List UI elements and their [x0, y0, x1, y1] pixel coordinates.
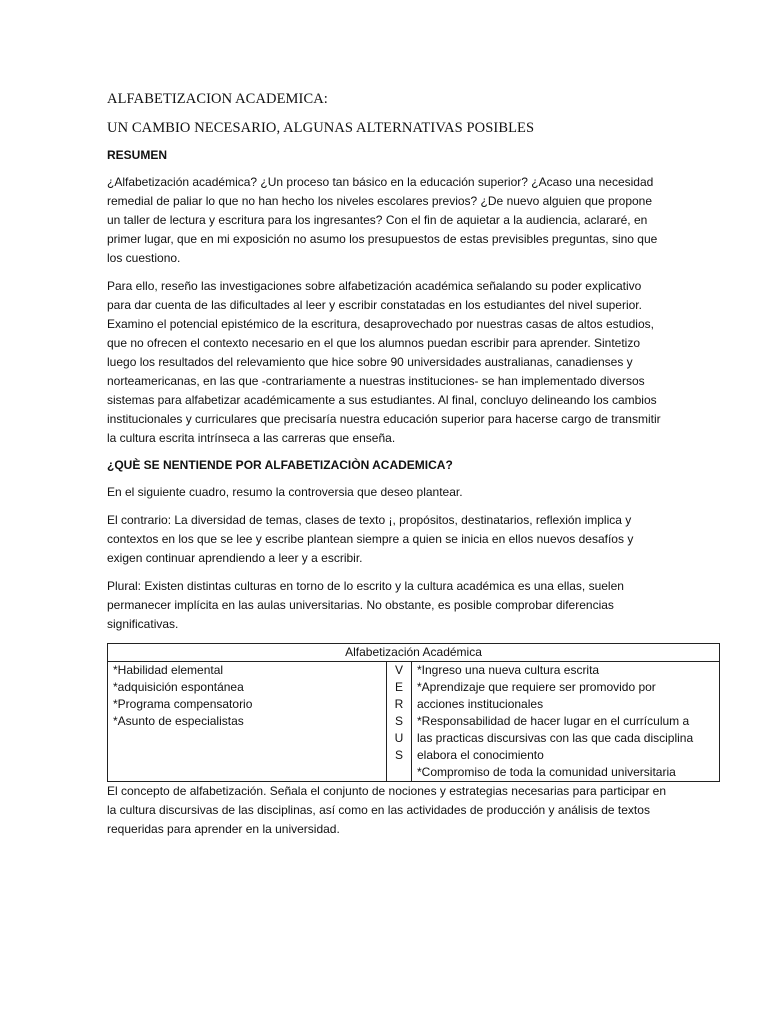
- left-item: *adquisición espontánea: [113, 680, 244, 694]
- table-body-row: [108, 662, 720, 782]
- document-title: ALFABETIZACION ACADEMICA:: [107, 91, 328, 107]
- resumen-heading: RESUMEN: [107, 148, 168, 162]
- section-heading: ¿QUÈ SE NENTIENDE POR ALFABETIZACIÒN ACADEMICA?: [107, 458, 453, 472]
- right-item: elabora el conocimiento: [417, 748, 544, 762]
- versus-letter: V: [394, 663, 403, 677]
- versus-letter: R: [394, 697, 404, 711]
- right-item: las practicas discursivas con las que cada disciplina: [417, 731, 694, 745]
- right-item: *Aprendizaje que requiere ser promovido por: [417, 680, 656, 694]
- document-body: [107, 90, 694, 839]
- document-subtitle: UN CAMBIO NECESARIO, ALGUNAS ALTERNATIVAS POSIBLES: [107, 120, 535, 136]
- paragraph-intro: ¿Alfabetización académica? ¿Un proceso tan básico en la educación superior? ¿Acaso una necesidad remedial de paliar lo que no han hecho los niveles escolares previos? ¿De nuevo alguien que propone un taller de lectura y escritura para los ingresantes? Con el fin de aquietar a la audiencia, aclararé, en primer lugar, que en mi exposición no asumo los presupuestos de estas previsibles preguntas, sino que los cuestiono.: [107, 175, 658, 265]
- paragraph-summary: Para ello, reseño las investigaciones sobre alfabetización académica señalando su poder explicativo para dar cuenta de las dificultades al leer y escribir constatadas en los estudiantes del nivel superior. Examino el potencial epistémico de la escritura, desaprovechado por nuestras casas de altos estudios, que no ofrecen el contexto necesario en el que los alumnos puedan escribir para aprender. Sintetizo luego los resultados del relevamiento que hice sobre 90 universidades australianas, canadienses y norteamericanas, en las que -contrariamente a nuestras instituciones- se han implementado diversos sistemas para alfabetizar académicamente a sus estudiantes. Al final, concluyo delineando los cambios institucionales y curriculares que precisaría nuestra educación superior para hacerse cargo de transmitir la cultura escrita intrínseca a las carreras que enseña.: [107, 279, 661, 445]
- right-item: *Compromiso de toda la comunidad universitaria: [417, 765, 676, 779]
- right-item: acciones institucionales: [417, 697, 544, 711]
- left-item: *Programa compensatorio: [113, 697, 253, 711]
- table-versus-column: [387, 662, 412, 782]
- versus-letter: S: [394, 714, 403, 728]
- left-item: *Asunto de especialistas: [113, 714, 244, 728]
- versus-letter: E: [394, 680, 403, 694]
- right-item: *Ingreso una nueva cultura escrita: [417, 663, 600, 677]
- paragraph-plural: Plural: Existen distintas culturas en torno de lo escrito y la cultura académica es una ellas, suelen permanecer implícita en las aulas universitarias. No obstante, es posible comprobar diferencias significativas.: [107, 579, 624, 631]
- paragraph-cuadro-intro: En el siguiente cuadro, resumo la controversia que deseo plantear.: [107, 485, 463, 499]
- table-header-row: [108, 644, 720, 662]
- paragraph-concepto: El concepto de alfabetización. Señala el conjunto de nociones y estrategias necesarias para participar en la cultura discursivas de las disciplinas, así como en las actividades de producción y análisis de textos requeridas para aprender en la universidad.: [107, 784, 667, 836]
- comparison-table: [107, 643, 720, 782]
- versus-letter: S: [394, 748, 403, 762]
- paragraph-contrario: El contrario: La diversidad de temas, clases de texto ¡, propósitos, destinatarios, reflexión implica y contextos en los que se lee y escribe plantean siempre a quien se inicia en ellos nuevos desafíos y exigen continuar aprendiendo a leer y a escribir.: [107, 513, 634, 565]
- versus-letter: U: [394, 731, 404, 745]
- table-right-column: [412, 662, 720, 782]
- table-title: Alfabetización Académica: [108, 644, 720, 662]
- table-left-column: [108, 662, 387, 782]
- left-item: *Habilidad elemental: [113, 663, 224, 677]
- right-item: *Responsabilidad de hacer lugar en el currículum a: [417, 714, 690, 728]
